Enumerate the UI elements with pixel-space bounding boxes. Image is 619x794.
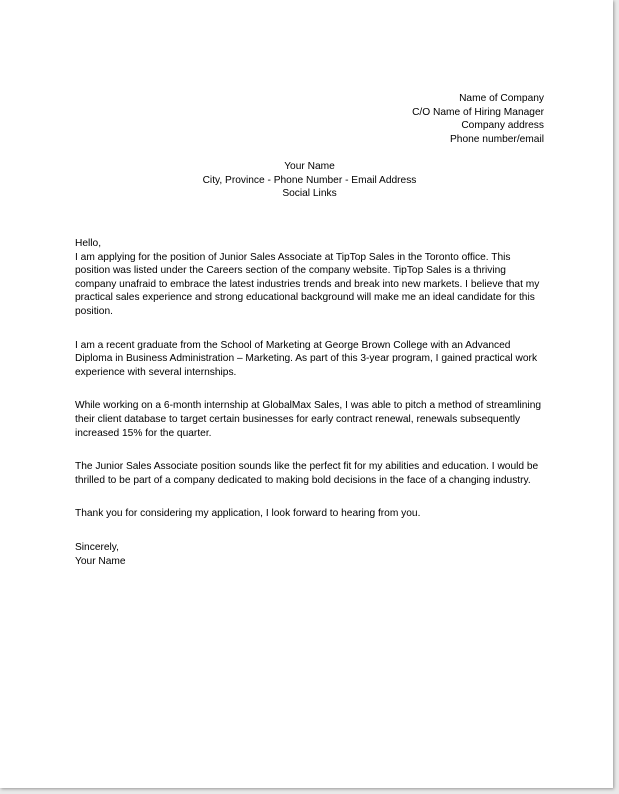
- sender-social-links: Social Links: [282, 188, 337, 200]
- paragraph-line: Diploma in Business Administration – Marketing. As part of this 3-year program, I gained practical work: [75, 353, 538, 365]
- sender-contact-line: City, Province - Phone Number - Email Address: [202, 174, 417, 186]
- paragraph-line: thrilled to be part of a company dedicated to making bold decisions in the face of a changing industry.: [75, 474, 531, 486]
- recipient-address: Company address: [461, 120, 544, 132]
- letter-closing: [75, 541, 550, 568]
- paragraph-line: Thank you for considering my application, I look forward to hearing from you.: [75, 508, 421, 520]
- letter-paragraph-4: [75, 460, 550, 487]
- paragraph-line: While working on a 6-month internship at GlobalMax Sales, I was able to pitch a method of streamlining: [75, 400, 542, 412]
- letter-paragraph-5: [75, 507, 550, 521]
- paragraph-line: their client database to target certain businesses for early contract renewal, renewals subsequently: [75, 413, 521, 425]
- paragraph-line: experience with several internships.: [75, 366, 237, 378]
- sender-name: Your Name: [284, 161, 335, 172]
- paragraph-line: I am applying for the position of Junior Sales Associate at TipTop Sales in the Toronto office. This: [75, 251, 511, 263]
- letter-paragraph-1: [75, 251, 550, 319]
- letter-paragraph-3: [75, 399, 550, 440]
- recipient-company: Name of Company: [459, 93, 544, 104]
- paragraph-line: position was listed under the Careers section of the company website. TipTop Sales is a thriving: [75, 265, 506, 277]
- letter-greeting: Hello,: [75, 238, 102, 249]
- sender-header-block: [0, 160, 619, 201]
- letter-paragraph-2: [75, 339, 550, 380]
- letter-body: [75, 237, 550, 568]
- closing-salutation: Sincerely,: [75, 541, 119, 553]
- recipient-address-block: [412, 92, 544, 146]
- paragraph-line: position.: [75, 305, 113, 317]
- recipient-hiring-manager: C/O Name of Hiring Manager: [412, 106, 544, 118]
- paragraph-line: I am a recent graduate from the School of Marketing at George Brown College with an Advanced: [75, 339, 511, 351]
- paragraph-line: increased 15% for the quarter.: [75, 427, 212, 439]
- recipient-contact: Phone number/email: [449, 133, 544, 145]
- paragraph-line: The Junior Sales Associate position sounds like the perfect fit for my abilities and education. I would be: [75, 461, 539, 473]
- signature-name: Your Name: [75, 555, 126, 567]
- paragraph-line: company unafraid to embrace the latest industries trends and break into new markets. I believe that my: [75, 278, 540, 290]
- paragraph-line: practical sales experience and strong educational background will make me an ideal candidate for this: [75, 292, 535, 304]
